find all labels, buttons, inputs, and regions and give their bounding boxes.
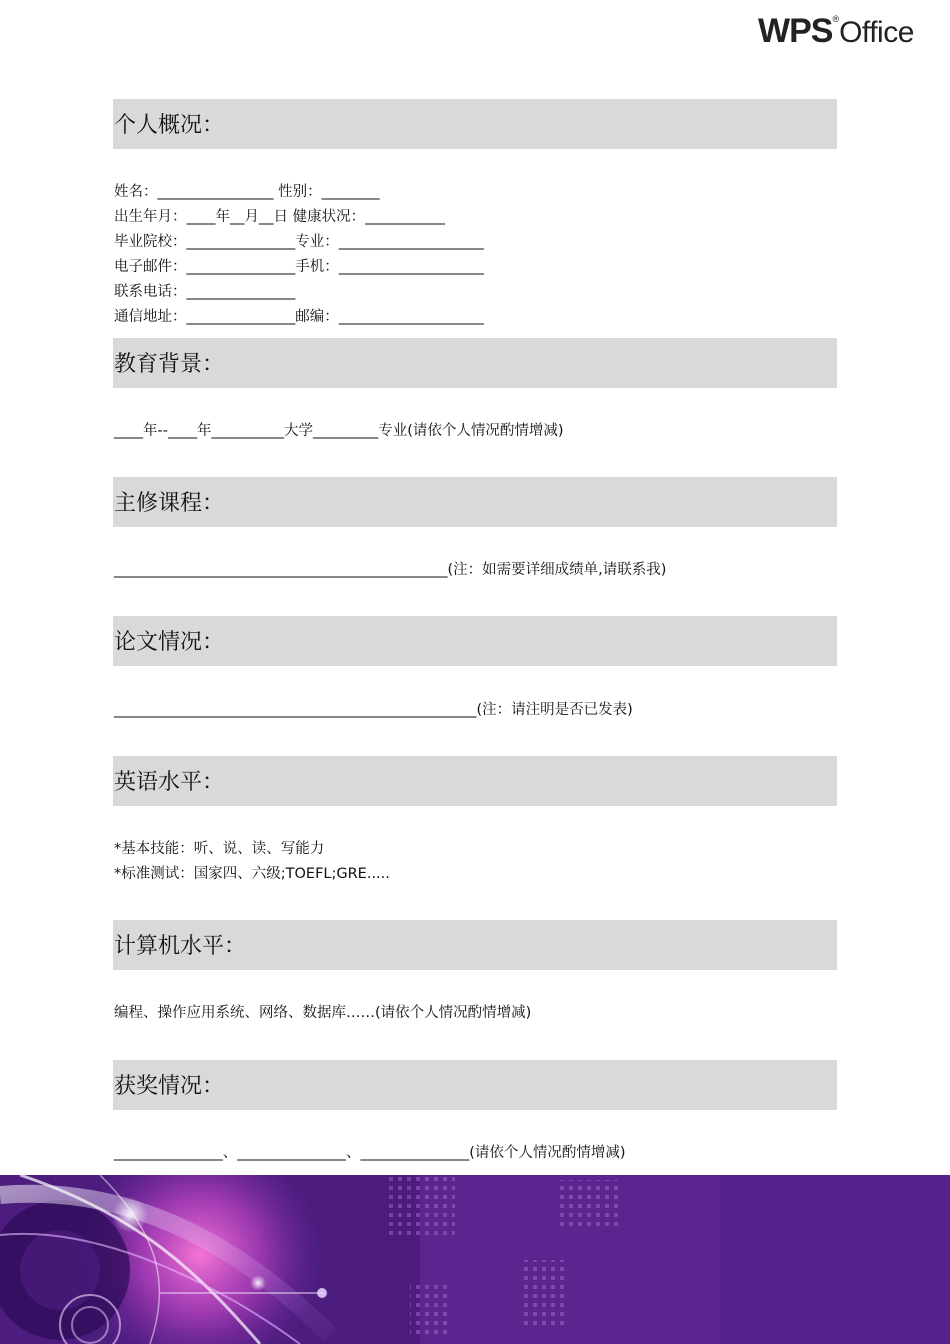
awards-line: _______________、_______________、_______________(请依个人情况酌情增减) — [114, 1145, 626, 1161]
section-header-thesis — [113, 616, 837, 666]
education-line: ____年--____年__________大学_________专业(请依个人情况酌情增减) — [114, 423, 564, 439]
courses-line: ______________________________________________(注：如需要详细成绩单,请联系我) — [114, 562, 667, 578]
thesis-line: __________________________________________________(注：请注明是否已发表) — [114, 702, 633, 718]
section-title-awards: 获奖情况： — [114, 1074, 225, 1099]
personal-line-email-phone: 电子邮件：_______________手机：____________________ — [114, 259, 484, 275]
decorative-footer-banner — [0, 1175, 950, 1344]
personal-line-school-major: 毕业院校：_______________专业：____________________ — [114, 234, 484, 250]
english-line-tests: *标准测试：国家四、六级;TOEFL;GRE..... — [114, 866, 390, 882]
section-header-awards — [113, 1060, 837, 1110]
logo-wps: WPS — [758, 12, 833, 50]
section-title-personal: 个人概况： — [114, 113, 225, 138]
section-header-english — [113, 756, 837, 806]
section-header-computer — [113, 920, 837, 970]
section-title-computer: 计算机水平： — [114, 934, 247, 959]
section-header-personal — [113, 99, 837, 149]
wps-office-logo — [758, 12, 928, 56]
personal-line-birth-health: 出生年月：____年__月__日 健康状况：___________ — [114, 209, 445, 225]
footer-decoration-graphic — [0, 1175, 950, 1344]
computer-line: 编程、操作应用系统、网络、数据库……(请依个人情况酌情增减) — [114, 1005, 532, 1021]
section-header-courses — [113, 477, 837, 527]
section-title-education: 教育背景： — [114, 352, 225, 377]
section-title-english: 英语水平： — [114, 770, 225, 795]
logo-registered-mark: ® — [832, 14, 840, 24]
section-header-education — [113, 338, 837, 388]
personal-line-address-zip: 通信地址：_______________邮编：____________________ — [114, 309, 484, 325]
personal-line-telephone: 联系电话：_______________ — [114, 284, 296, 300]
logo-office: Office — [839, 16, 914, 49]
section-title-thesis: 论文情况： — [114, 630, 225, 655]
section-title-courses: 主修课程： — [114, 491, 225, 516]
english-line-skills: *基本技能：听、说、读、写能力 — [114, 841, 325, 857]
personal-line-name-gender: 姓名：________________ 性别：________ — [114, 184, 380, 200]
